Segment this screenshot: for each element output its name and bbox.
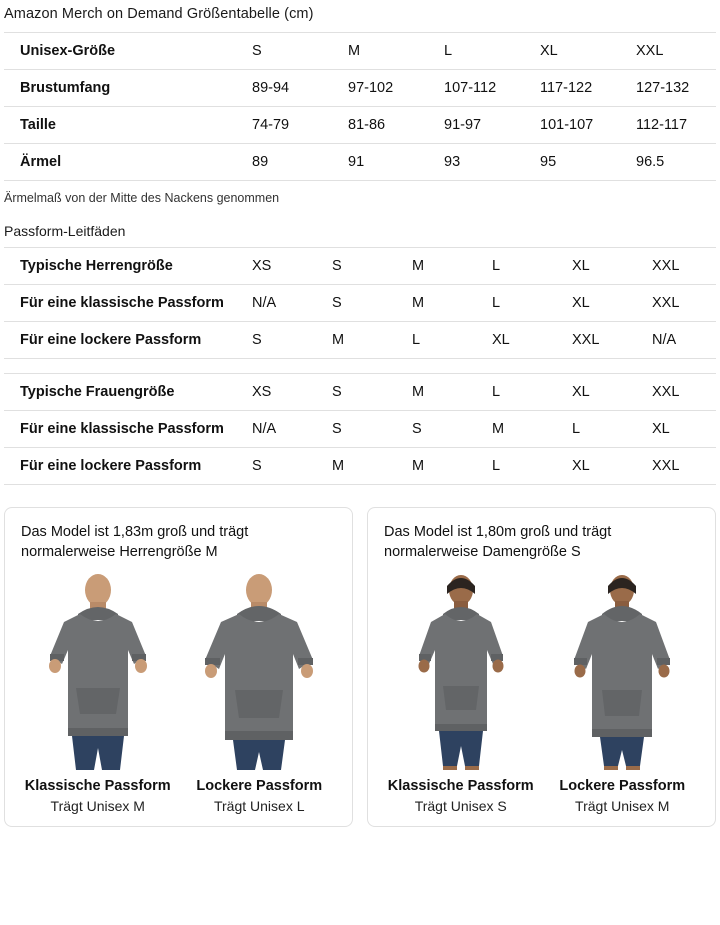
female-classic-hoodie-illustration: [387, 570, 535, 770]
figure-male-classic: [21, 570, 175, 814]
female-loose-hoodie-illustration: [548, 570, 696, 770]
table-row: [4, 374, 716, 411]
row-label: Taille: [4, 107, 236, 144]
unisex-size-table: [4, 32, 716, 181]
table-row: [4, 411, 716, 448]
figure-female-loose: [546, 570, 700, 814]
cell: N/A: [236, 411, 316, 448]
cell: XL: [476, 322, 556, 359]
cell: S: [316, 248, 396, 285]
cell: 93: [428, 144, 524, 181]
cell: 91: [332, 144, 428, 181]
mens-fit-table: [4, 247, 716, 359]
table-row: [4, 107, 716, 144]
cell: L: [556, 411, 636, 448]
sleeve-measure-note: Ärmelmaß von der Mitte des Nackens genommen: [4, 191, 280, 205]
cell: XXL: [636, 448, 716, 485]
cell: 95: [524, 144, 620, 181]
cell: L: [396, 322, 476, 359]
cell: 117-122: [524, 70, 620, 107]
cell: XXL: [636, 285, 716, 322]
model-cards: [4, 507, 716, 827]
cell: 127-132: [620, 70, 716, 107]
row-label: Unisex-Größe: [4, 33, 236, 70]
cell: S: [316, 411, 396, 448]
fit-guides-heading: Passform-Leitfäden: [4, 223, 126, 239]
page-title: Amazon Merch on Demand Größentabelle (cm): [4, 6, 314, 22]
cell: M: [332, 33, 428, 70]
row-label: Typische Frauengröße: [4, 374, 236, 411]
cell: 96.5: [620, 144, 716, 181]
cell: 89: [236, 144, 332, 181]
cell: XL: [556, 374, 636, 411]
cell: 91-97: [428, 107, 524, 144]
figure-label: Klassische Passform: [24, 778, 171, 794]
cell: M: [316, 322, 396, 359]
table-row: [4, 285, 716, 322]
cell: 101-107: [524, 107, 620, 144]
womens-fit-table: [4, 373, 716, 485]
figure-sublabel: Trägt Unisex M: [50, 798, 145, 814]
cell: 112-117: [620, 107, 716, 144]
figure-label: Klassische Passform: [387, 778, 534, 794]
row-label: Für eine lockere Passform: [4, 322, 236, 359]
figure-sublabel: Trägt Unisex S: [414, 798, 507, 814]
male-classic-hoodie-illustration: [24, 570, 172, 770]
cell: XL: [556, 448, 636, 485]
cell: XL: [556, 248, 636, 285]
cell: 81-86: [332, 107, 428, 144]
cell: XS: [236, 248, 316, 285]
model-card-male: [4, 507, 353, 827]
cell: M: [396, 448, 476, 485]
cell: N/A: [236, 285, 316, 322]
cell: M: [396, 285, 476, 322]
cell: L: [428, 33, 524, 70]
row-label: Brustumfang: [4, 70, 236, 107]
table-row: [4, 144, 716, 181]
cell: M: [316, 448, 396, 485]
cell: M: [396, 374, 476, 411]
figure-male-loose: [183, 570, 337, 814]
table-spacer: [0, 359, 720, 373]
model-caption: Das Model ist 1,83m groß und trägt normalerweise Herrengröße M: [21, 524, 249, 561]
row-label: Für eine klassische Passform: [4, 411, 236, 448]
cell: XXL: [636, 374, 716, 411]
figure-sublabel: Trägt Unisex M: [575, 798, 670, 814]
cell: L: [476, 448, 556, 485]
cell: XXL: [636, 248, 716, 285]
cell: N/A: [636, 322, 716, 359]
cell: 74-79: [236, 107, 332, 144]
model-caption: Das Model ist 1,80m groß und trägt normalerweise Damengröße S: [384, 524, 612, 561]
table-row: [4, 448, 716, 485]
table-row: [4, 70, 716, 107]
cell: L: [476, 374, 556, 411]
cell: S: [236, 448, 316, 485]
male-loose-hoodie-illustration: [185, 570, 333, 770]
figure-row: [21, 570, 336, 814]
row-label: Ärmel: [4, 144, 236, 181]
cell: L: [476, 285, 556, 322]
cell: M: [396, 248, 476, 285]
cell: S: [396, 411, 476, 448]
figure-label: Lockere Passform: [196, 778, 323, 794]
table-row: [4, 33, 716, 70]
cell: XXL: [556, 322, 636, 359]
cell: S: [316, 285, 396, 322]
cell: XL: [636, 411, 716, 448]
table-row: [4, 322, 716, 359]
cell: L: [476, 248, 556, 285]
cell: XXL: [620, 33, 716, 70]
cell: XL: [556, 285, 636, 322]
model-card-female: [367, 507, 716, 827]
cell: 97-102: [332, 70, 428, 107]
cell: XS: [236, 374, 316, 411]
row-label: Typische Herrengröße: [4, 248, 236, 285]
cell: S: [236, 33, 332, 70]
cell: 107-112: [428, 70, 524, 107]
cell: 89-94: [236, 70, 332, 107]
row-label: Für eine lockere Passform: [4, 448, 236, 485]
cell: M: [476, 411, 556, 448]
cell: XL: [524, 33, 620, 70]
figure-row: [384, 570, 699, 814]
figure-female-classic: [384, 570, 538, 814]
cell: S: [236, 322, 316, 359]
figure-sublabel: Trägt Unisex L: [213, 798, 305, 814]
table-row: [4, 248, 716, 285]
cell: S: [316, 374, 396, 411]
figure-label: Lockere Passform: [559, 778, 686, 794]
row-label: Für eine klassische Passform: [4, 285, 236, 322]
